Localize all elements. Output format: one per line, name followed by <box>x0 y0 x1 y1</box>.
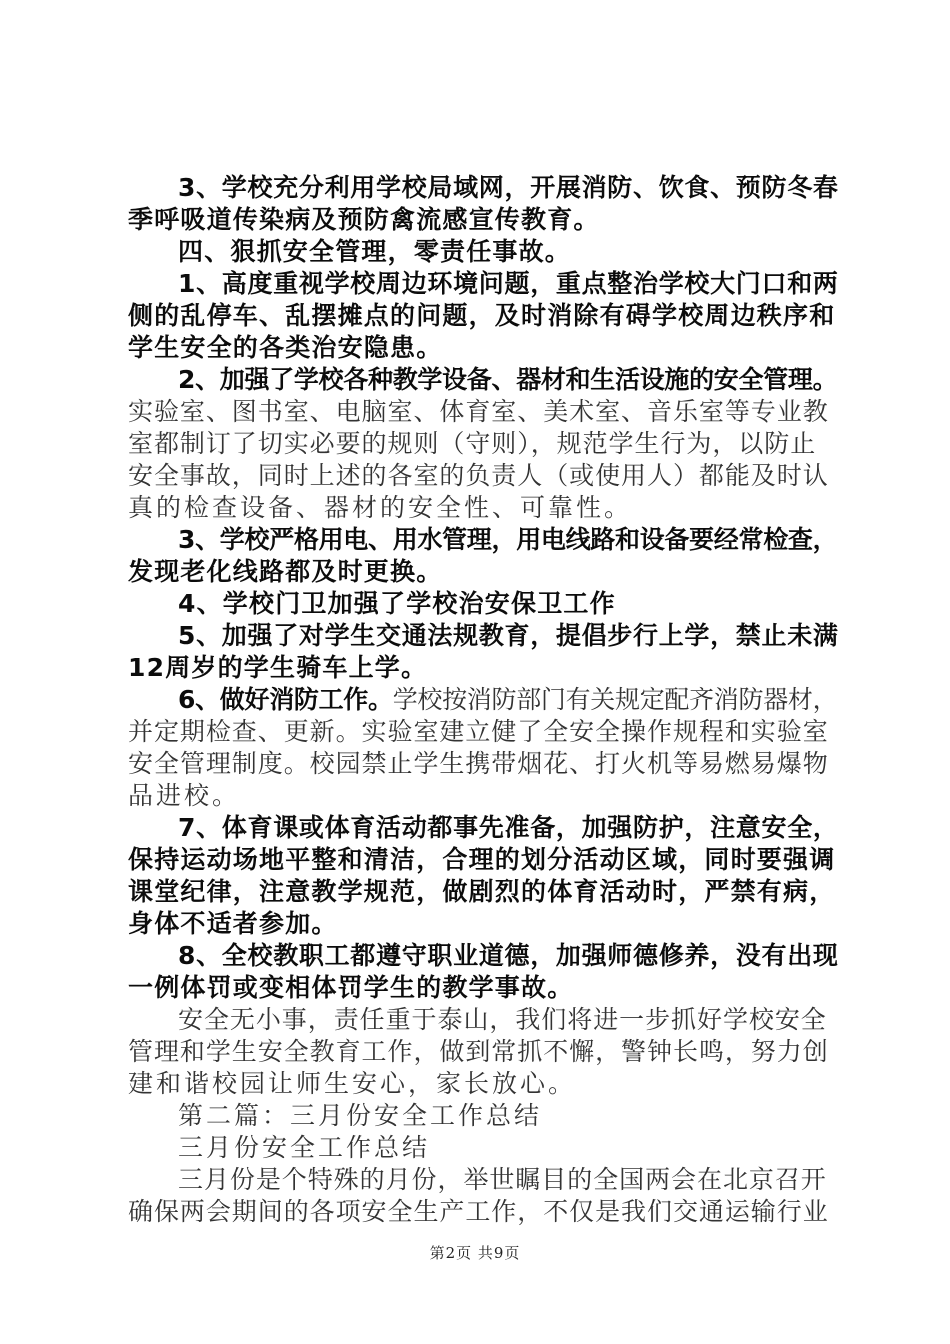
text-segment: 学生安全的各类治安隐患。 <box>128 333 443 362</box>
text-segment: 真的检查设备、器材的安全性、可靠性。 <box>128 493 633 522</box>
text-line <box>128 300 840 332</box>
text-segment: 品进校。 <box>128 781 241 810</box>
text-line <box>128 172 840 204</box>
text-line <box>128 620 840 652</box>
text-line <box>128 716 840 748</box>
text-segment: 室都制订了切实必要的规则（守则），规范学生行为，以防止 <box>128 429 817 458</box>
text-line <box>128 940 840 972</box>
text-line <box>128 748 840 780</box>
text-line <box>128 876 840 908</box>
text-line <box>128 1036 840 1068</box>
text-segment: 5、加强了对学生交通法规教育，提倡步行上学，禁止未满 <box>178 621 839 650</box>
text-segment: 安全事故，同时上述的各室的负责人（或使用人）都能及时认 <box>128 461 829 490</box>
text-line <box>128 332 840 364</box>
text-segment: 身体不适者参加。 <box>128 909 338 938</box>
text-line <box>128 428 840 460</box>
page-footer: 第2页 共9页 <box>429 1244 521 1262</box>
text-line <box>128 460 840 492</box>
text-line <box>128 1004 840 1036</box>
text-segment: 12周岁的学生骑车上学。 <box>128 653 428 682</box>
text-line <box>128 1068 840 1100</box>
text-line <box>128 1132 840 1164</box>
text-line <box>128 492 840 524</box>
text-line <box>128 236 840 268</box>
text-segment: 安全无小事，责任重于泰山，我们将进一步抓好学校安全 <box>178 1005 827 1034</box>
text-line <box>128 588 840 620</box>
text-line <box>128 812 840 844</box>
text-segment: 安全管理制度。校园禁止学生携带烟花、打火机等易燃易爆物 <box>128 749 829 778</box>
text-line <box>128 972 840 1004</box>
text-line <box>128 364 840 396</box>
text-line <box>128 556 840 588</box>
text-segment: 一例体罚或变相体罚学生的教学事故。 <box>128 973 574 1002</box>
text-segment: 三月份是个特殊的月份，举世瞩目的全国两会在北京召开 <box>178 1165 827 1194</box>
text-segment: 确保两会期间的各项安全生产工作，不仅是我们交通运输行业 <box>128 1197 829 1226</box>
text-line <box>128 524 840 556</box>
text-line <box>128 1100 840 1132</box>
text-segment: 课堂纪律，注意教学规范，做剧烈的体育活动时，严禁有病， <box>128 877 836 906</box>
text-segment: 发现老化线路都及时更换。 <box>128 557 443 586</box>
text-line <box>128 1164 840 1196</box>
text-line <box>128 204 840 236</box>
text-line <box>128 268 840 300</box>
text-segment: 四、狠抓安全管理，零责任事故。 <box>178 237 572 266</box>
text-segment: 管理和学生安全教育工作，做到常抓不懈，警钟长鸣，努力创 <box>128 1037 829 1066</box>
text-segment: 3、学校严格用电、用水管理，用电线路和设备要经常检查， <box>178 525 838 554</box>
text-segment: 三月份安全工作总结 <box>178 1133 431 1162</box>
text-segment: 6、做好消防工作。 <box>178 685 393 714</box>
text-segment: 季呼吸道传染病及预防禽流感宣传教育。 <box>128 205 600 234</box>
text-segment: 建和谐校园让师生安心，家长放心。 <box>128 1069 577 1098</box>
text-segment: 7、体育课或体育活动都事先准备，加强防护，注意安全， <box>178 813 839 842</box>
text-segment: 3、学校充分利用学校局域网，开展消防、饮食、预防冬春 <box>178 173 839 202</box>
text-line <box>128 780 840 812</box>
text-segment: 侧的乱停车、乱摆摊点的问题，及时消除有碍学校周边秩序和 <box>128 301 836 330</box>
text-line <box>128 652 840 684</box>
text-line <box>128 396 840 428</box>
text-line <box>128 1196 840 1228</box>
text-line <box>128 844 840 876</box>
document-body <box>128 172 840 1228</box>
text-segment: 实验室、图书室、电脑室、体育室、美术室、音乐室等专业教 <box>128 397 829 426</box>
text-segment: 1、高度重视学校周边环境问题，重点整治学校大门口和两 <box>178 269 839 298</box>
text-segment: 保持运动场地平整和清洁，合理的划分活动区域，同时要强调 <box>128 845 836 874</box>
text-segment: 2、加强了学校各种教学设备、器材和生活设施的安全管理。 <box>178 365 838 394</box>
text-segment: 第二篇：三月份安全工作总结 <box>178 1101 543 1130</box>
text-segment: 并定期检查、更新。实验室建立健了全安全操作规程和实验室 <box>128 717 829 746</box>
text-segment: 4、学校门卫加强了学校治安保卫工作 <box>178 589 616 618</box>
text-line <box>128 684 840 716</box>
text-segment: 8、全校教职工都遵守职业道德，加强师德修养，没有出现 <box>178 941 839 970</box>
text-line <box>128 908 840 940</box>
text-segment: 学校按消防部门有关规定配齐消防器材， <box>392 685 838 714</box>
